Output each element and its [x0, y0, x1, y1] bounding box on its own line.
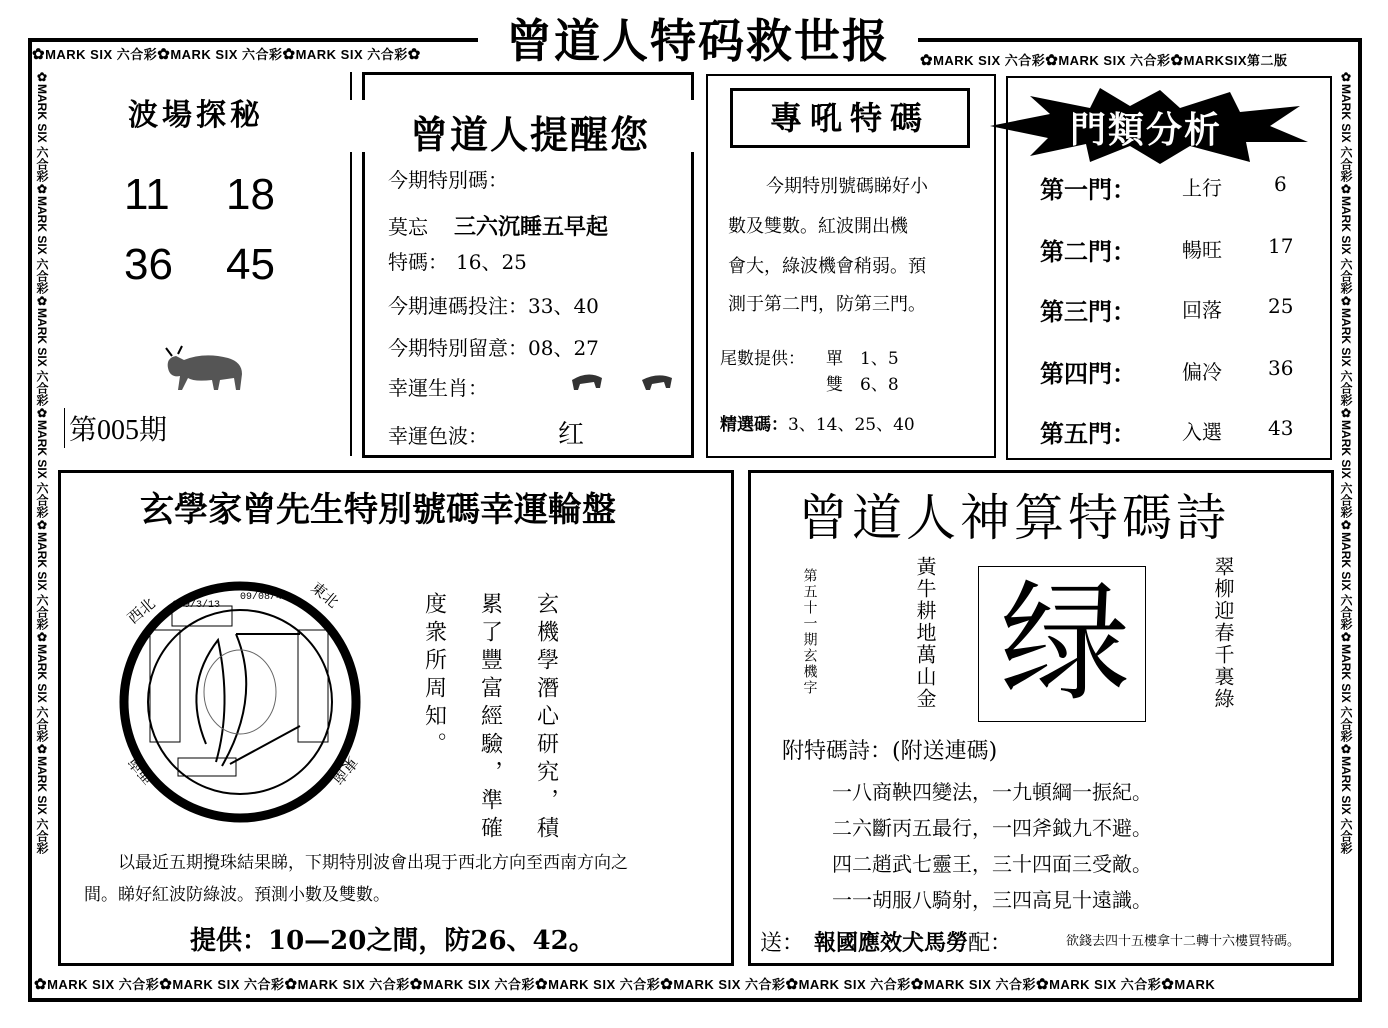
wheel-desc-2: 間。睇好紅波防綠波。預測小數及雙數。: [84, 885, 390, 905]
gate-row-1-gate: 第一門：: [1040, 175, 1136, 204]
gate-row-2-gate: 第二門：: [1040, 237, 1136, 266]
reminder-title: 曾道人提醒您: [410, 112, 651, 157]
special-code-para-3: 會大，綠波機會稍弱。預: [728, 256, 926, 277]
lucky-zodiac-icons: [568, 366, 678, 396]
wheel-verse-1: 玄機學潛心研究，積: [533, 592, 559, 844]
top-border-strip-right: ✿MARK SIX 六合彩✿MARK SIX 六合彩✿MARKSIX第二版: [920, 52, 1288, 69]
right-border-strip: ✿MARK SIX 六合彩✿MARK SIX 六合彩✿MARK SIX 六合彩✿MARK SIX 六合彩✿MARK SIX 六合彩✿MARK SIX 六合彩✿MARK SIX 六合彩: [1339, 70, 1353, 855]
poem-line-3: 四二趙武七靈王，三十四面三受敵。: [832, 852, 1152, 876]
gate-row-1-num: 6: [1274, 172, 1287, 196]
reminder-line-2: 莫忘 三六沉睡五早起: [388, 214, 609, 240]
wave-number-4: 45: [226, 240, 275, 289]
wave-number-2: 18: [226, 170, 275, 219]
special-code-para-1: 今期特別號碼睇好小: [766, 176, 928, 197]
tail-single: 單 1、5: [826, 349, 899, 369]
reminder-line-3: 特碼： 16、25: [388, 250, 527, 274]
gate-row-3-num: 25: [1268, 294, 1294, 318]
bottom-border-strip: ✿MARK SIX 六合彩✿MARK SIX 六合彩✿MARK SIX 六合彩✿MARK SIX 六合彩✿MARK SIX 六合彩✿MARK SIX 六合彩✿MARK SIX 六合彩✿MARK SIX 六合彩✿MARK SIX 六合彩✿MARK: [34, 976, 1216, 993]
gate-row-5-gate: 第五門：: [1040, 419, 1136, 448]
gate-row-3-word: 回落: [1182, 298, 1222, 322]
picks: 精選碼：3、14、25、40: [720, 415, 915, 435]
wheel-desc-1: 以最近五期攪珠結果睇，下期特別波會出現于西北方向至西南方向之: [118, 853, 628, 873]
wave-secret-title: 波場探秘: [128, 98, 264, 133]
wave-number-3: 36: [124, 240, 173, 289]
poem-issue-note: 第五十一期玄機字: [801, 568, 818, 696]
poem-send-note: 欲錢去四十五樓拿十二轉十六樓買特碼。: [1066, 934, 1301, 949]
special-code-title: 專吼特碼: [730, 88, 970, 148]
gate-row-5-word: 入選: [1182, 420, 1222, 444]
ring-top-2: 09/08/47: [240, 592, 289, 603]
gate-row-4-num: 36: [1268, 356, 1294, 380]
gate-row-3-gate: 第三門：: [1040, 297, 1136, 326]
dir-southwest: 西南: [124, 752, 158, 788]
ring-top-1: 6/9/3/13: [172, 600, 221, 611]
poem-line-4: 一一胡服八騎射，三四高見十遠識。: [832, 888, 1152, 912]
gate-row-2-num: 17: [1268, 234, 1294, 258]
wheel-offer: 提供：10—20之間，防26、42。: [190, 926, 595, 956]
reminder-line-1: 今期特別碼：: [388, 168, 508, 192]
gate-row-2-word: 暢旺: [1182, 238, 1222, 262]
gate-row-1-word: 上行: [1182, 176, 1222, 200]
gate-analysis-title: 門類分析: [1070, 109, 1223, 151]
poem-send-row: 送： 報國應效犬馬勞配：: [760, 930, 1013, 956]
left-border-strip: ✿MARK SIX 六合彩✿MARK SIX 六合彩✿MARK SIX 六合彩✿MARK SIX 六合彩✿MARK SIX 六合彩✿MARK SIX 六合彩✿MARK SIX 六合彩: [35, 70, 49, 855]
poem-subtitle: 附特碼詩：(附送連碼): [782, 739, 998, 764]
wheel-title: 玄學家曾先生特別號碼幸運輪盤: [140, 490, 616, 530]
gate-row-5-num: 43: [1268, 416, 1294, 440]
tail-label: 尾數提供：: [720, 349, 805, 369]
wheel-verse-3: 度衆所周知。: [421, 592, 447, 760]
issue-label: 第005期: [64, 408, 167, 448]
reminder-line-4: 今期連碼投注：33、40: [388, 294, 599, 318]
wheel-verse-2: 累了豐富經驗，準確: [477, 592, 503, 844]
ox-illustration: [154, 344, 250, 394]
special-code-para-2: 數及雙數。紅波開出機: [728, 216, 908, 237]
gate-row-4-word: 偏冷: [1182, 360, 1222, 384]
dir-southeast: 東南: [328, 752, 362, 788]
special-code-para-4: 測于第二門，防第三門。: [728, 294, 926, 315]
dir-northwest: 西北: [124, 594, 159, 628]
poem-big-char: 绿: [1000, 567, 1131, 719]
poem-line-2: 二六斷丙五最行，一四斧鉞九不避。: [832, 816, 1152, 840]
poem-right-verse: 翠柳迎春千裏綠: [1211, 556, 1235, 710]
poem-line-1: 一八商鞅四變法，一九頓綱一振紀。: [832, 780, 1152, 804]
poem-left-verse: 黃牛耕地萬山金: [913, 556, 937, 710]
reminder-line-5: 今期特別留意：08、27: [388, 336, 599, 360]
gate-row-4-gate: 第四門：: [1040, 359, 1136, 388]
reminder-line-6: 幸運生肖：: [388, 376, 488, 400]
dir-northeast: 東北: [307, 578, 342, 612]
wave-number-1: 11: [124, 170, 170, 219]
tail-double: 雙 6、8: [826, 375, 899, 395]
poem-title: 曾道人神算特碼詩: [798, 489, 1230, 547]
page-title: 曾道人特码救世报: [478, 12, 918, 70]
reminder-line-7: 幸運色波： 红: [388, 420, 585, 450]
top-border-strip-left: ✿MARK SIX 六合彩✿MARK SIX 六合彩✿MARK SIX 六合彩✿: [32, 46, 421, 63]
